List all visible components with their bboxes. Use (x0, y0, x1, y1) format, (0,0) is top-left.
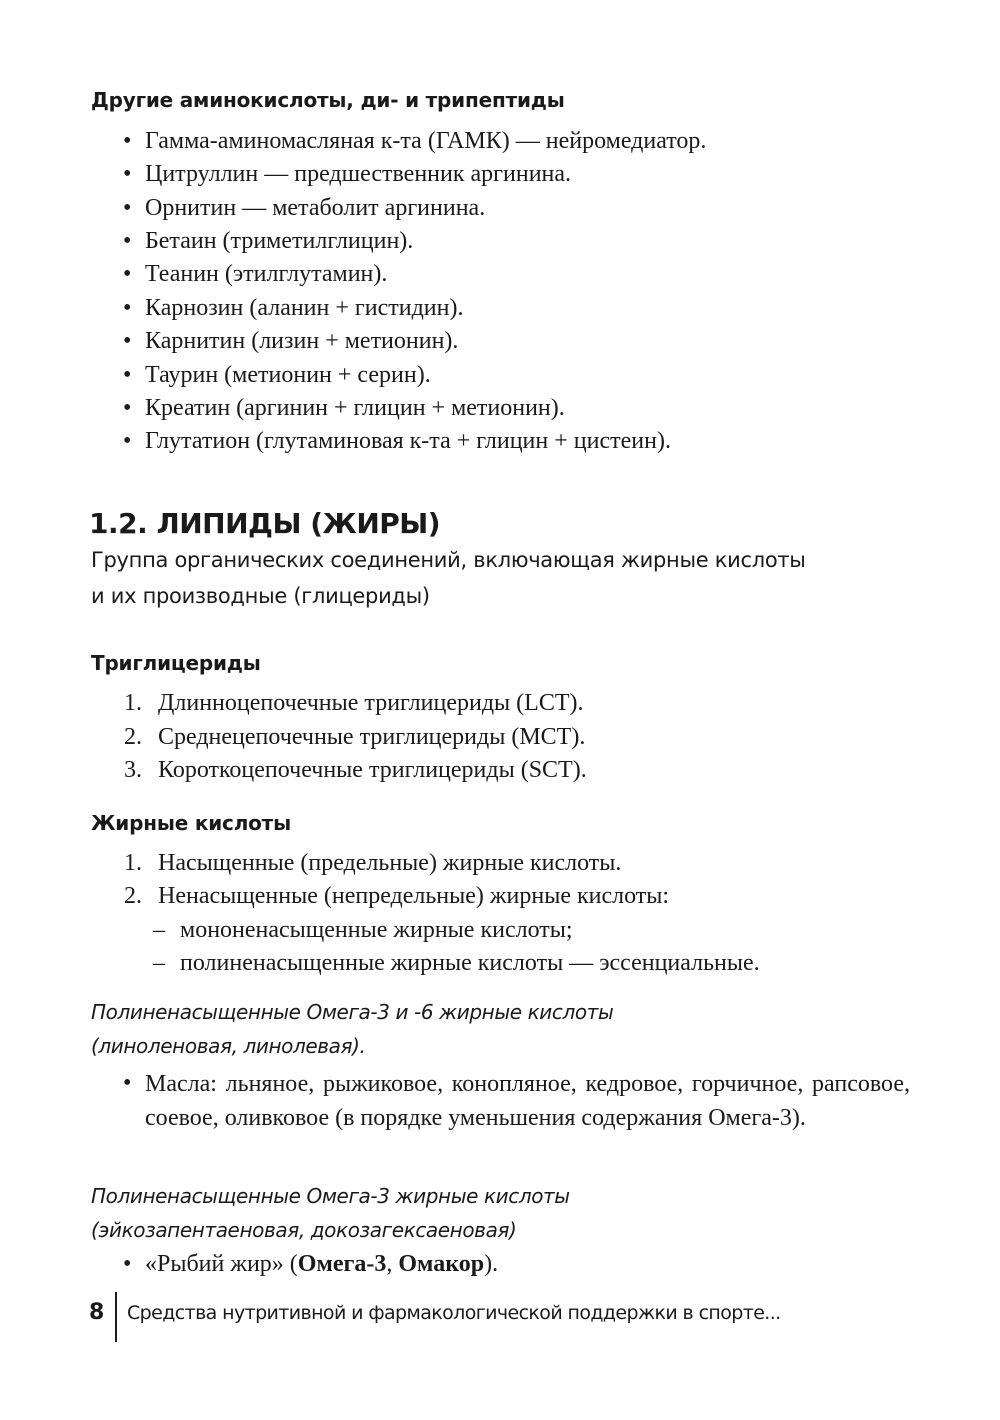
footer-divider (115, 1292, 117, 1342)
omega3-note: Полиненасыщенные Омега-3 жирные кислоты (91, 1184, 570, 1208)
omega36-note: (линоленовая, линолевая). (91, 1034, 366, 1058)
oils-paragraph: Масла: льняное, рыжиковое, конопляное, кедровое, горчичное, рапсовое, соевое, оливковое (в порядке уменьшения содержания Омега-3). (145, 1071, 910, 1131)
bullet-icon: • (123, 228, 132, 254)
omega36-note: Полиненасыщенные Омега-3 и -6 жирные кислоты (91, 1000, 614, 1024)
bullet-icon: • (123, 1070, 132, 1096)
section-lead: Группа органических соединений, включающая жирные кислоты (91, 548, 806, 572)
bullet-icon: • (123, 395, 132, 421)
bullet-icon: • (123, 195, 132, 221)
bullet-icon: • (123, 128, 132, 154)
omega3-note: (эйкозапентаеновая, докозагексаеновая) (91, 1218, 517, 1242)
bullet-icon: • (123, 428, 132, 454)
dash-icon: – (153, 950, 165, 976)
running-title: Средства нутритивной и фармакологической поддержки в спорте... (127, 1302, 781, 1324)
amino-heading: Другие аминокислоты, ди- и трипептиды (91, 88, 565, 112)
bullet-icon: • (123, 261, 132, 287)
bullet-icon: • (123, 295, 132, 321)
bullet-icon: • (123, 328, 132, 354)
bullet-icon: • (123, 161, 132, 187)
page-number: 8 (89, 1300, 105, 1325)
fatty-acids-heading: Жирные кислоты (91, 811, 291, 835)
section-lead: и их производные (глицериды) (91, 584, 430, 608)
section-title: 1.2. ЛИПИДЫ (ЖИРЫ) (89, 507, 441, 540)
product-name: Омега-3 (297, 1251, 387, 1277)
bullet-icon: • (123, 362, 132, 388)
bullet-icon: • (123, 1251, 132, 1277)
dash-icon: – (153, 917, 165, 943)
triglycerides-heading: Триглицериды (91, 651, 261, 675)
document-page: Другие аминокислоты, ди- и трипептиды • Гамма-аминомасляная к-та (ГАМК) — нейромедиатор. • Цитруллин — предшественник аргинина. • Орнитин — метаболит аргинина. • Бетаин (триметилглицин). • Теанин (этилглутамин). • Карнозин (аланин + гистидин). • Карнитин (лизин + метионин). • Таурин (метионин + серин). • Креатин (аргинин + глицин + метионин). • Глутатион (глутаминовая к-та + глицин + цистеин). 1.2. ЛИПИДЫ (ЖИРЫ) Группа органических соединений, включающая жирные кислоты и их производные (глицериды) Триглицериды 1. Длинноцепочечные триглицериды (LCT). 2. Среднецепочечные триглицериды (MCT). 3. Короткоцепочечные триглицериды (SCT). Жирные кислоты 1. Насыщенные (предельные) жирные кислоты. 2. Ненасыщенные (непредельные) жирные кислоты: – мононенасыщенные жирные кислоты; – полиненасыщенные жирные кислоты — эссенциальные. Полиненасыщенные Омега-3 и -6 жирные кислоты (линоленовая, линолевая). • Масла: льняное, рыжиковое, конопляное, кедровое, горчичное, рапсовое, соевое, оливковое (в порядке уменьшения содержания Омега-3). Полиненасыщенные Омега-3 жирные кислоты (эйкозапентаеновая, докозагексаеновая) • «Рыбий жир» (Омега-3, Омакор). 8 Средства нутритивной и фармакологической поддержки в спорте... (0, 0, 1000, 1420)
product-name: Омакор (398, 1251, 485, 1277)
